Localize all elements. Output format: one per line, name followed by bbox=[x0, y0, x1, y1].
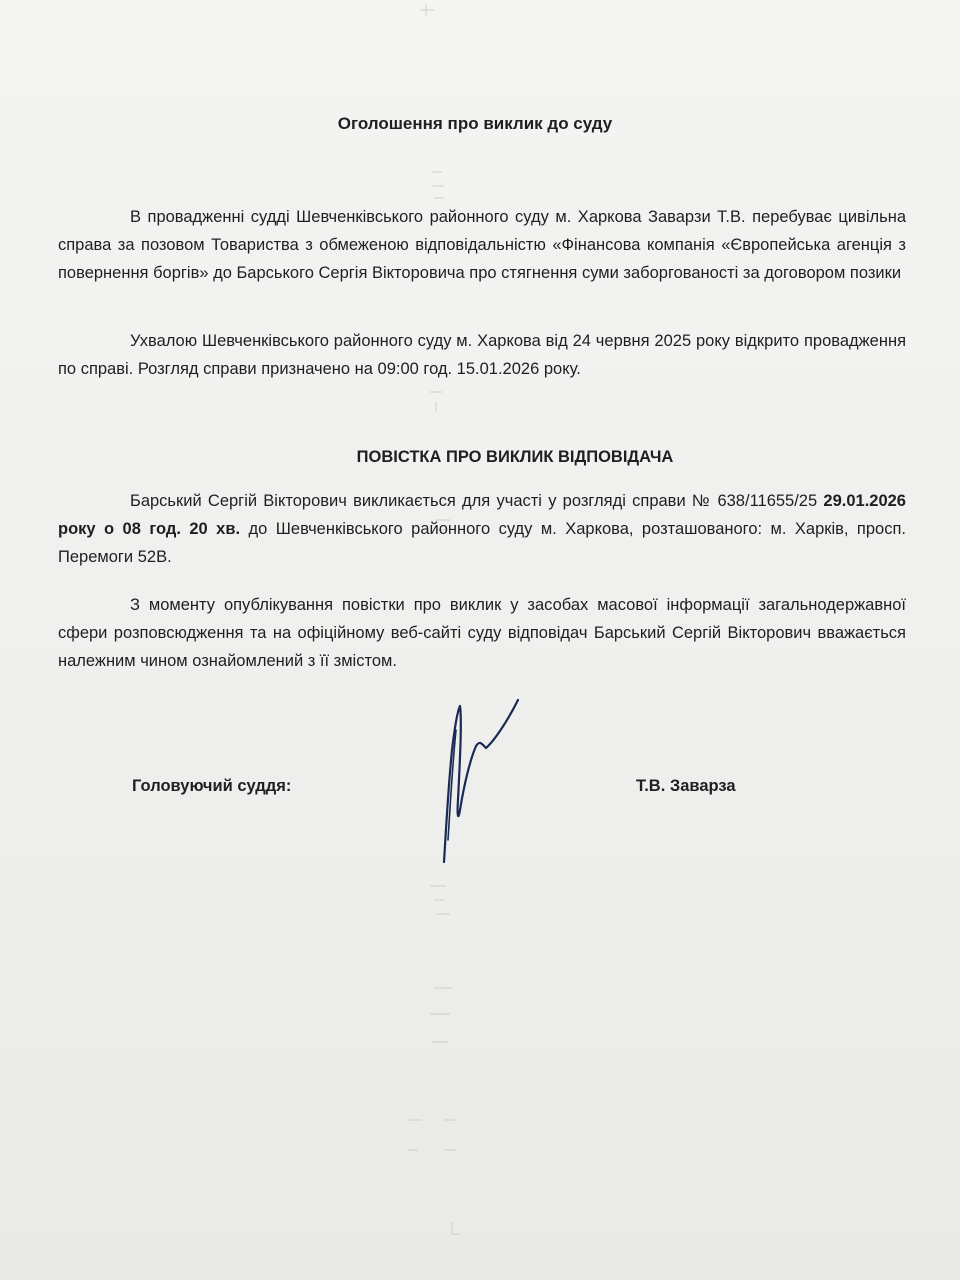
paragraph-ruling-text: Ухвалою Шевченківського районного суду м. Харкова від 24 червня 2025 року відкрито провадження по справі. Розгляд справи призначено на 09:00 год. 15.01.2026 року. bbox=[58, 332, 906, 378]
paragraph-case-info-text: В провадженні судді Шевченківського районного суду м. Харкова Заварзи Т.В. перебуває цивільна справа за позовом Товариства з обмеженою відповідальністю «Фінансова компанія «Європейська агенція з повернення боргів» до Барського Сергія Вікторовича про стягнення суми заборгованості за договором позики bbox=[58, 208, 906, 282]
document-title: Оголошення про виклик до суду bbox=[337, 114, 613, 133]
paragraph-ruling bbox=[58, 327, 906, 383]
paragraph-notice bbox=[58, 591, 906, 675]
paragraph-summons bbox=[58, 487, 906, 571]
summons-heading: ПОВІСТКА ПРО ВИКЛИК ВІДПОВІДАЧА bbox=[356, 448, 674, 466]
summons-text-end: до Шевченківського районного суду м. Харкова, розташованого: м. Харків, просп. Перемоги 52В. bbox=[58, 520, 906, 566]
handwritten-signature bbox=[400, 690, 560, 870]
judge-name: Т.В. Заварза bbox=[636, 777, 736, 795]
summons-text-start: Барський Сергій Вікторович викликається для участі у розгляді справи № 638/11655/25 bbox=[130, 492, 818, 510]
paragraph-case-info bbox=[58, 203, 906, 287]
presiding-judge-label: Головуючий суддя: bbox=[132, 777, 292, 795]
hearing-datetime: 29.01.2026 року о 08 год. 20 хв. bbox=[58, 492, 906, 538]
paragraph-notice-text: З моменту опублікування повістки про виклик у засобах масової інформації загальнодержавної сфери розповсюдження та на офіційному веб-сайті суду відповідач Барський Сергій Вікторович вважається належним чином ознайомлений з її змістом. bbox=[58, 596, 906, 670]
